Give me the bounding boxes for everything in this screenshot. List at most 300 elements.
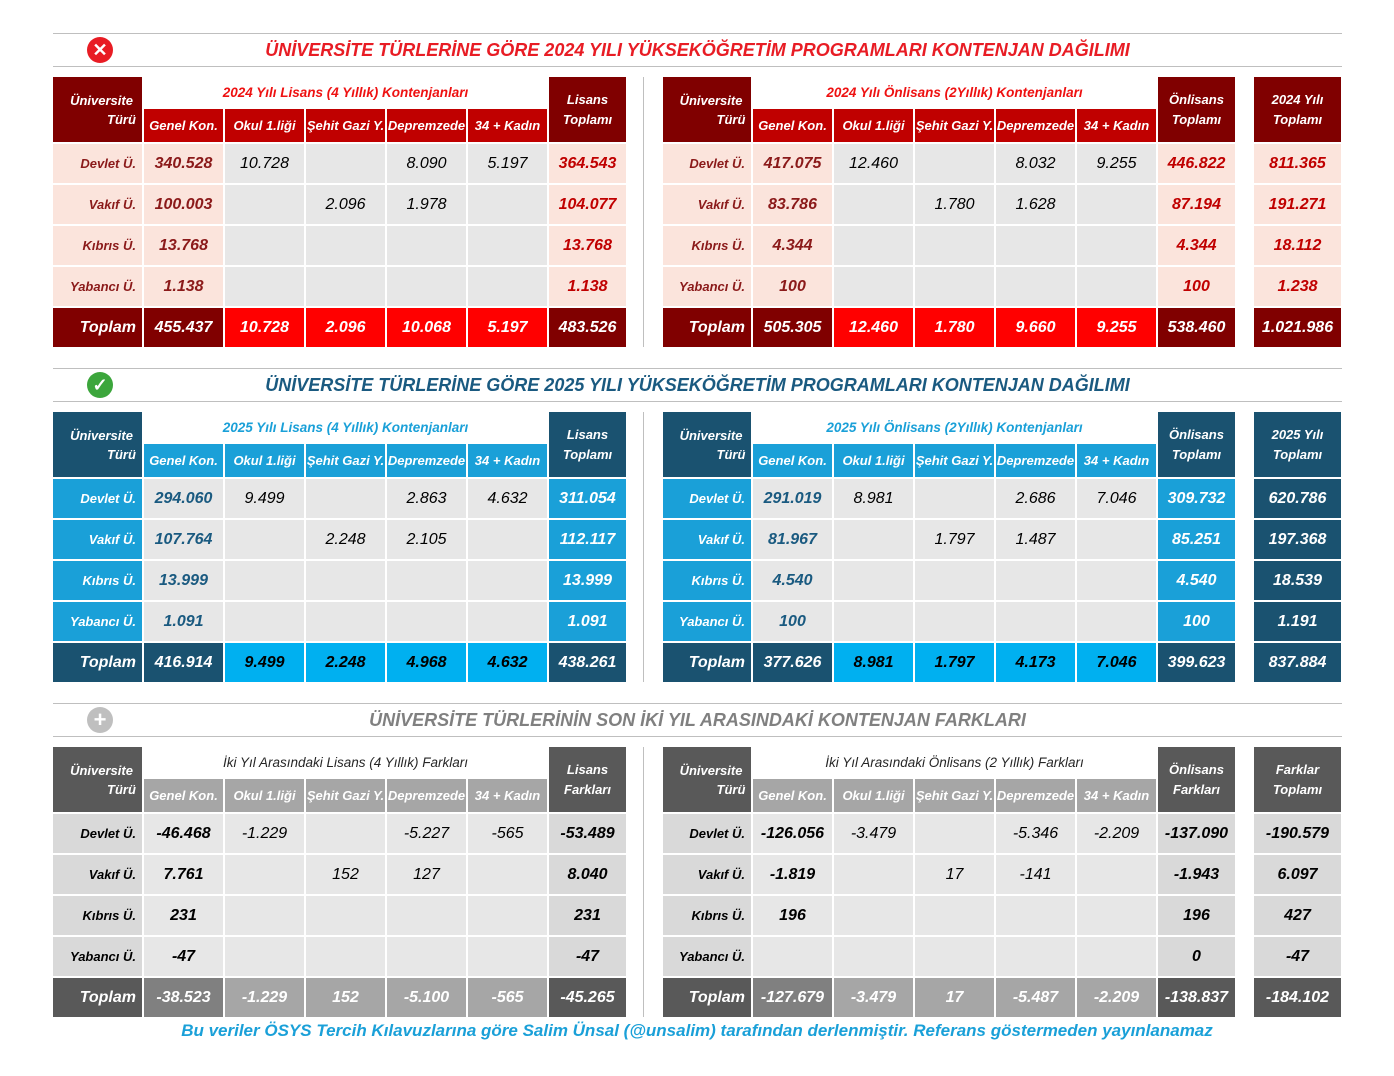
table-cell xyxy=(834,185,913,224)
row-sum-cell: -47 xyxy=(549,937,626,976)
total-cell: 10.728 xyxy=(225,308,304,347)
row-label: Vakıf Ü. xyxy=(53,855,142,894)
table-cell xyxy=(468,937,547,976)
column-header: 34 + Kadın xyxy=(1077,779,1156,812)
row-label: Devlet Ü. xyxy=(53,144,142,183)
row-label: Yabancı Ü. xyxy=(663,602,751,641)
row-sum-cell: 311.054 xyxy=(549,479,626,518)
row-label: Devlet Ü. xyxy=(53,479,142,518)
total-cell: 455.437 xyxy=(144,308,223,347)
table-2025-lisans xyxy=(53,412,624,682)
table-cell: 1.487 xyxy=(996,520,1075,559)
total-sum-cell: 538.460 xyxy=(1158,308,1235,347)
grand-total-cell: -190.579 xyxy=(1254,814,1341,853)
column-header: Depremzede xyxy=(996,109,1075,142)
column-header: Genel Kon. xyxy=(144,779,223,812)
table-cell xyxy=(225,602,304,641)
grand-total-header-line2: Toplamı xyxy=(1272,111,1323,127)
sum-column-header-line1: Lisans xyxy=(566,426,609,442)
x-circle-icon: ✕ xyxy=(87,37,113,63)
column-header: Okul 1.liği xyxy=(225,444,304,477)
table-cell: 2.248 xyxy=(306,520,385,559)
sum-column-header xyxy=(549,412,626,477)
table-cell: -47 xyxy=(144,937,223,976)
total-cell: 505.305 xyxy=(753,308,832,347)
row-sum-cell: 196 xyxy=(1158,896,1235,935)
row-sum-cell: 100 xyxy=(1158,267,1235,306)
column-header: 34 + Kadın xyxy=(468,109,547,142)
row-label: Vakıf Ü. xyxy=(663,855,751,894)
table-cell xyxy=(225,561,304,600)
table-cell: 81.967 xyxy=(753,520,832,559)
row-sum-cell: 112.117 xyxy=(549,520,626,559)
table-cell xyxy=(1077,520,1156,559)
table-cell: -126.056 xyxy=(753,814,832,853)
column-divider xyxy=(643,77,644,347)
total-row-label: Toplam xyxy=(663,978,751,1017)
table-heading: 2024 Yılı Lisans (4 Yıllık) Kontenjanları xyxy=(144,77,547,107)
table-cell xyxy=(225,185,304,224)
table-cell xyxy=(915,602,994,641)
table-heading: 2024 Yılı Önlisans (2Yıllık) Kontenjanları xyxy=(753,77,1156,107)
total-cell: 4.968 xyxy=(387,643,466,682)
table-cell xyxy=(387,226,466,265)
table-cell: 1.138 xyxy=(144,267,223,306)
table-2024-total xyxy=(1254,77,1341,347)
table-cell xyxy=(306,226,385,265)
university-type-header xyxy=(53,412,142,477)
table-2025-total xyxy=(1254,412,1341,682)
row-sum-cell: 100 xyxy=(1158,602,1235,641)
total-cell: -5.487 xyxy=(996,978,1075,1017)
row-label: Kıbrıs Ü. xyxy=(53,561,142,600)
row-label: Kıbrıs Ü. xyxy=(53,226,142,265)
table-cell xyxy=(468,267,547,306)
grand-total-header xyxy=(1254,77,1341,142)
grand-total-header-line2: Toplamı xyxy=(1272,446,1323,462)
table-cell: -2.209 xyxy=(1077,814,1156,853)
grand-total-header-line1: 2025 Yılı xyxy=(1271,426,1324,442)
table-cell: 1.780 xyxy=(915,185,994,224)
grand-total-cell: 197.368 xyxy=(1254,520,1341,559)
total-cell: -565 xyxy=(468,978,547,1017)
university-type-header-line1: Üniversite xyxy=(70,762,133,778)
total-cell: 9.660 xyxy=(996,308,1075,347)
table-cell xyxy=(1077,602,1156,641)
table-cell: -141 xyxy=(996,855,1075,894)
sum-column-header-line2: Toplamı xyxy=(562,111,613,127)
sum-column-header xyxy=(1158,412,1235,477)
table-cell xyxy=(915,267,994,306)
table-2025-onlisans xyxy=(663,412,1233,682)
row-label: Vakıf Ü. xyxy=(53,185,142,224)
table-cell xyxy=(834,267,913,306)
table-cell xyxy=(306,267,385,306)
table-cell: 1.628 xyxy=(996,185,1075,224)
table-cell xyxy=(996,267,1075,306)
total-cell: -3.479 xyxy=(834,978,913,1017)
table-cell xyxy=(468,561,547,600)
row-label: Devlet Ü. xyxy=(663,144,751,183)
table-cell xyxy=(387,267,466,306)
row-label: Yabancı Ü. xyxy=(663,937,751,976)
university-type-header-line1: Üniversite xyxy=(679,92,743,108)
table-cell xyxy=(1077,185,1156,224)
total-cell: -5.100 xyxy=(387,978,466,1017)
table-cell: 417.075 xyxy=(753,144,832,183)
table-cell: 100.003 xyxy=(144,185,223,224)
total-cell: 4.173 xyxy=(996,643,1075,682)
table-cell xyxy=(996,561,1075,600)
university-type-header-line2: Türü xyxy=(107,446,136,462)
table-cell xyxy=(387,896,466,935)
table-cell xyxy=(306,144,385,183)
total-sum-cell: -45.265 xyxy=(549,978,626,1017)
column-header: Şehit Gazi Y. xyxy=(915,109,994,142)
university-type-header-line1: Üniversite xyxy=(679,427,743,443)
grand-total-sum: 837.884 xyxy=(1254,643,1341,682)
table-cell xyxy=(915,896,994,935)
table-cell xyxy=(915,937,994,976)
total-row-label: Toplam xyxy=(663,308,751,347)
sum-column-header-line2: Toplamı xyxy=(562,446,613,462)
table-cell: 340.528 xyxy=(144,144,223,183)
table-cell xyxy=(915,226,994,265)
table-cell xyxy=(468,226,547,265)
university-type-header-line2: Türü xyxy=(716,111,746,127)
table-cell: 13.768 xyxy=(144,226,223,265)
university-type-header xyxy=(663,412,751,477)
table-cell: 8.090 xyxy=(387,144,466,183)
total-row-label: Toplam xyxy=(53,978,142,1017)
table-cell xyxy=(225,937,304,976)
table-cell: 1.797 xyxy=(915,520,994,559)
row-sum-cell: 4.344 xyxy=(1158,226,1235,265)
grand-total-sum: 1.021.986 xyxy=(1254,308,1341,347)
table-cell xyxy=(468,185,547,224)
column-header: Genel Kon. xyxy=(144,109,223,142)
table-cell: 13.999 xyxy=(144,561,223,600)
table-cell xyxy=(834,602,913,641)
column-header: Depremzede xyxy=(387,109,466,142)
table-cell: 2.096 xyxy=(306,185,385,224)
total-cell: 8.981 xyxy=(834,643,913,682)
table-cell: 1.978 xyxy=(387,185,466,224)
column-divider xyxy=(643,412,644,682)
table-cell xyxy=(996,602,1075,641)
grand-total-cell: 1.191 xyxy=(1254,602,1341,641)
table-cell xyxy=(387,602,466,641)
column-header: 34 + Kadın xyxy=(1077,444,1156,477)
total-cell: 10.068 xyxy=(387,308,466,347)
row-label: Yabancı Ü. xyxy=(53,267,142,306)
row-label: Vakıf Ü. xyxy=(663,185,751,224)
university-type-header xyxy=(663,77,751,142)
grand-total-cell: 1.238 xyxy=(1254,267,1341,306)
column-header: Okul 1.liği xyxy=(225,779,304,812)
total-cell: 5.197 xyxy=(468,308,547,347)
grand-total-cell: 191.271 xyxy=(1254,185,1341,224)
row-sum-cell: 8.040 xyxy=(549,855,626,894)
table-heading: İki Yıl Arasındaki Lisans (4 Yıllık) Farkları xyxy=(144,747,547,777)
sum-column-header-line2: Toplamı xyxy=(1171,446,1222,462)
table-cell: 231 xyxy=(144,896,223,935)
table-diff-total xyxy=(1254,747,1341,1017)
table-cell xyxy=(1077,937,1156,976)
column-header: Depremzede xyxy=(387,444,466,477)
table-cell xyxy=(225,855,304,894)
row-label: Vakıf Ü. xyxy=(663,520,751,559)
table-cell xyxy=(306,561,385,600)
column-header: Depremzede xyxy=(387,779,466,812)
grand-total-cell: 620.786 xyxy=(1254,479,1341,518)
row-sum-cell: 104.077 xyxy=(549,185,626,224)
sum-column-header xyxy=(1158,77,1235,142)
table-cell xyxy=(387,561,466,600)
column-header: 34 + Kadın xyxy=(1077,109,1156,142)
table-cell xyxy=(996,226,1075,265)
plus-circle-icon: + xyxy=(87,707,113,733)
row-label: Kıbrıs Ü. xyxy=(53,896,142,935)
row-sum-cell: 446.822 xyxy=(1158,144,1235,183)
table-cell xyxy=(915,561,994,600)
table-cell: -46.468 xyxy=(144,814,223,853)
column-header: Şehit Gazi Y. xyxy=(306,444,385,477)
table-diff-lisans xyxy=(53,747,624,1017)
total-row-label: Toplam xyxy=(53,643,142,682)
column-header: Depremzede xyxy=(996,444,1075,477)
table-cell xyxy=(306,896,385,935)
table-cell xyxy=(225,520,304,559)
table-cell: 4.540 xyxy=(753,561,832,600)
row-sum-cell: 1.091 xyxy=(549,602,626,641)
row-sum-cell: 85.251 xyxy=(1158,520,1235,559)
table-cell: -1.819 xyxy=(753,855,832,894)
row-label: Devlet Ü. xyxy=(663,479,751,518)
table-cell: -565 xyxy=(468,814,547,853)
table-cell xyxy=(306,479,385,518)
row-sum-cell: 364.543 xyxy=(549,144,626,183)
row-sum-cell: 309.732 xyxy=(1158,479,1235,518)
table-cell: 196 xyxy=(753,896,832,935)
table-cell: -1.229 xyxy=(225,814,304,853)
row-sum-cell: 1.138 xyxy=(549,267,626,306)
sum-column-header-line2: Farkları xyxy=(1173,781,1220,797)
table-cell xyxy=(468,520,547,559)
table-heading: 2025 Yılı Lisans (4 Yıllık) Kontenjanları xyxy=(144,412,547,442)
total-cell: 12.460 xyxy=(834,308,913,347)
table-cell xyxy=(753,937,832,976)
sum-column-header xyxy=(549,747,626,812)
table-cell: 9.499 xyxy=(225,479,304,518)
table-cell: 4.632 xyxy=(468,479,547,518)
column-header: Şehit Gazi Y. xyxy=(306,779,385,812)
table-cell xyxy=(834,896,913,935)
table-cell xyxy=(834,561,913,600)
row-sum-cell: 13.768 xyxy=(549,226,626,265)
table-cell xyxy=(915,144,994,183)
total-cell: -1.229 xyxy=(225,978,304,1017)
section-title-differences: ÜNİVERSİTE TÜRLERİNİN SON İKİ YIL ARASINDAKİ KONTENJAN FARKLARI xyxy=(53,703,1342,737)
table-cell: 2.105 xyxy=(387,520,466,559)
total-cell: 1.797 xyxy=(915,643,994,682)
table-cell xyxy=(306,602,385,641)
table-cell: 100 xyxy=(753,267,832,306)
table-heading: İki Yıl Arasındaki Önlisans (2 Yıllık) Farkları xyxy=(753,747,1156,777)
table-cell xyxy=(225,267,304,306)
column-header: Depremzede xyxy=(996,779,1075,812)
table-cell: 7.761 xyxy=(144,855,223,894)
column-header: Okul 1.liği xyxy=(834,444,913,477)
university-type-header-line2: Türü xyxy=(716,781,746,797)
row-sum-cell: 0 xyxy=(1158,937,1235,976)
sum-column-header-line1: Lisans xyxy=(566,761,609,777)
total-cell: 1.780 xyxy=(915,308,994,347)
table-cell: 5.197 xyxy=(468,144,547,183)
grand-total-cell: 18.112 xyxy=(1254,226,1341,265)
table-cell: 17 xyxy=(915,855,994,894)
total-sum-cell: -138.837 xyxy=(1158,978,1235,1017)
table-cell xyxy=(306,814,385,853)
university-type-header-line1: Üniversite xyxy=(70,427,133,443)
table-cell: 4.344 xyxy=(753,226,832,265)
table-cell xyxy=(1077,855,1156,894)
table-cell: 294.060 xyxy=(144,479,223,518)
university-type-header-line2: Türü xyxy=(716,446,746,462)
row-sum-cell: 87.194 xyxy=(1158,185,1235,224)
table-cell: 127 xyxy=(387,855,466,894)
grand-total-header-line1: 2024 Yılı xyxy=(1271,91,1324,107)
table-cell: 7.046 xyxy=(1077,479,1156,518)
total-sum-cell: 483.526 xyxy=(549,308,626,347)
table-cell xyxy=(996,896,1075,935)
table-cell xyxy=(1077,561,1156,600)
table-cell: 100 xyxy=(753,602,832,641)
column-header: Şehit Gazi Y. xyxy=(306,109,385,142)
sum-column-header-line1: Önlisans xyxy=(1169,761,1224,777)
table-cell: -3.479 xyxy=(834,814,913,853)
column-header: Okul 1.liği xyxy=(834,779,913,812)
row-sum-cell: 231 xyxy=(549,896,626,935)
table-cell: 2.686 xyxy=(996,479,1075,518)
row-label: Kıbrıs Ü. xyxy=(663,226,751,265)
sum-column-header-line1: Önlisans xyxy=(1169,426,1224,442)
table-cell xyxy=(468,855,547,894)
table-cell: 10.728 xyxy=(225,144,304,183)
table-cell xyxy=(834,226,913,265)
sum-column-header xyxy=(549,77,626,142)
total-cell: 17 xyxy=(915,978,994,1017)
table-diff-onlisans xyxy=(663,747,1233,1017)
university-type-header-line1: Üniversite xyxy=(70,92,133,108)
table-cell: 107.764 xyxy=(144,520,223,559)
table-cell xyxy=(387,937,466,976)
table-cell: -5.227 xyxy=(387,814,466,853)
column-header: Şehit Gazi Y. xyxy=(915,444,994,477)
row-sum-cell: -137.090 xyxy=(1158,814,1235,853)
sum-column-header-line2: Toplamı xyxy=(1171,111,1222,127)
table-cell: 8.981 xyxy=(834,479,913,518)
table-cell xyxy=(915,814,994,853)
grand-total-header-line1: Farklar xyxy=(1275,761,1320,777)
table-cell xyxy=(1077,896,1156,935)
column-header: Şehit Gazi Y. xyxy=(915,779,994,812)
grand-total-cell: -47 xyxy=(1254,937,1341,976)
table-cell xyxy=(834,855,913,894)
check-circle-icon: ✓ xyxy=(87,372,113,398)
university-type-header xyxy=(53,77,142,142)
university-type-header-line1: Üniversite xyxy=(679,762,743,778)
table-2024-lisans xyxy=(53,77,624,347)
column-divider xyxy=(643,747,644,1017)
row-sum-cell: 4.540 xyxy=(1158,561,1235,600)
grand-total-cell: 427 xyxy=(1254,896,1341,935)
sum-column-header-line1: Lisans xyxy=(566,91,609,107)
row-sum-cell: 13.999 xyxy=(549,561,626,600)
total-cell: 9.499 xyxy=(225,643,304,682)
total-row-label: Toplam xyxy=(663,643,751,682)
table-cell: 12.460 xyxy=(834,144,913,183)
table-cell: 291.019 xyxy=(753,479,832,518)
table-cell xyxy=(225,226,304,265)
table-cell: 8.032 xyxy=(996,144,1075,183)
sum-column-header-line2: Farkları xyxy=(564,781,611,797)
column-header: Okul 1.liği xyxy=(225,109,304,142)
grand-total-header-line2: Toplamı xyxy=(1272,781,1323,797)
grand-total-cell: 6.097 xyxy=(1254,855,1341,894)
table-cell xyxy=(834,937,913,976)
table-heading: 2025 Yılı Önlisans (2Yıllık) Kontenjanları xyxy=(753,412,1156,442)
table-2024-onlisans xyxy=(663,77,1233,347)
total-sum-cell: 438.261 xyxy=(549,643,626,682)
column-header: Genel Kon. xyxy=(144,444,223,477)
total-cell: 377.626 xyxy=(753,643,832,682)
total-cell: 7.046 xyxy=(1077,643,1156,682)
column-header: Genel Kon. xyxy=(753,779,832,812)
total-row-label: Toplam xyxy=(53,308,142,347)
column-header: Okul 1.liği xyxy=(834,109,913,142)
total-cell: -127.679 xyxy=(753,978,832,1017)
table-cell xyxy=(468,896,547,935)
row-label: Devlet Ü. xyxy=(663,814,751,853)
column-header: 34 + Kadın xyxy=(468,444,547,477)
row-label: Devlet Ü. xyxy=(53,814,142,853)
total-cell: 416.914 xyxy=(144,643,223,682)
university-type-header-line2: Türü xyxy=(107,111,136,127)
table-cell xyxy=(468,602,547,641)
table-cell xyxy=(225,896,304,935)
table-cell xyxy=(834,520,913,559)
total-cell: 152 xyxy=(306,978,385,1017)
section-title-2024: ÜNİVERSİTE TÜRLERİNE GÖRE 2024 YILI YÜKSEKÖĞRETİM PROGRAMLARI KONTENJAN DAĞILIMI xyxy=(53,33,1342,67)
row-label: Kıbrıs Ü. xyxy=(663,561,751,600)
table-cell: -5.346 xyxy=(996,814,1075,853)
table-cell xyxy=(996,937,1075,976)
table-cell: 1.091 xyxy=(144,602,223,641)
total-cell: 4.632 xyxy=(468,643,547,682)
grand-total-sum: -184.102 xyxy=(1254,978,1341,1017)
total-cell: 2.096 xyxy=(306,308,385,347)
grand-total-cell: 811.365 xyxy=(1254,144,1341,183)
table-cell xyxy=(1077,226,1156,265)
table-cell: 9.255 xyxy=(1077,144,1156,183)
column-header: 34 + Kadın xyxy=(468,779,547,812)
row-label: Yabancı Ü. xyxy=(53,602,142,641)
sum-column-header xyxy=(1158,747,1235,812)
table-cell xyxy=(306,937,385,976)
grand-total-cell: 18.539 xyxy=(1254,561,1341,600)
row-sum-cell: -53.489 xyxy=(549,814,626,853)
